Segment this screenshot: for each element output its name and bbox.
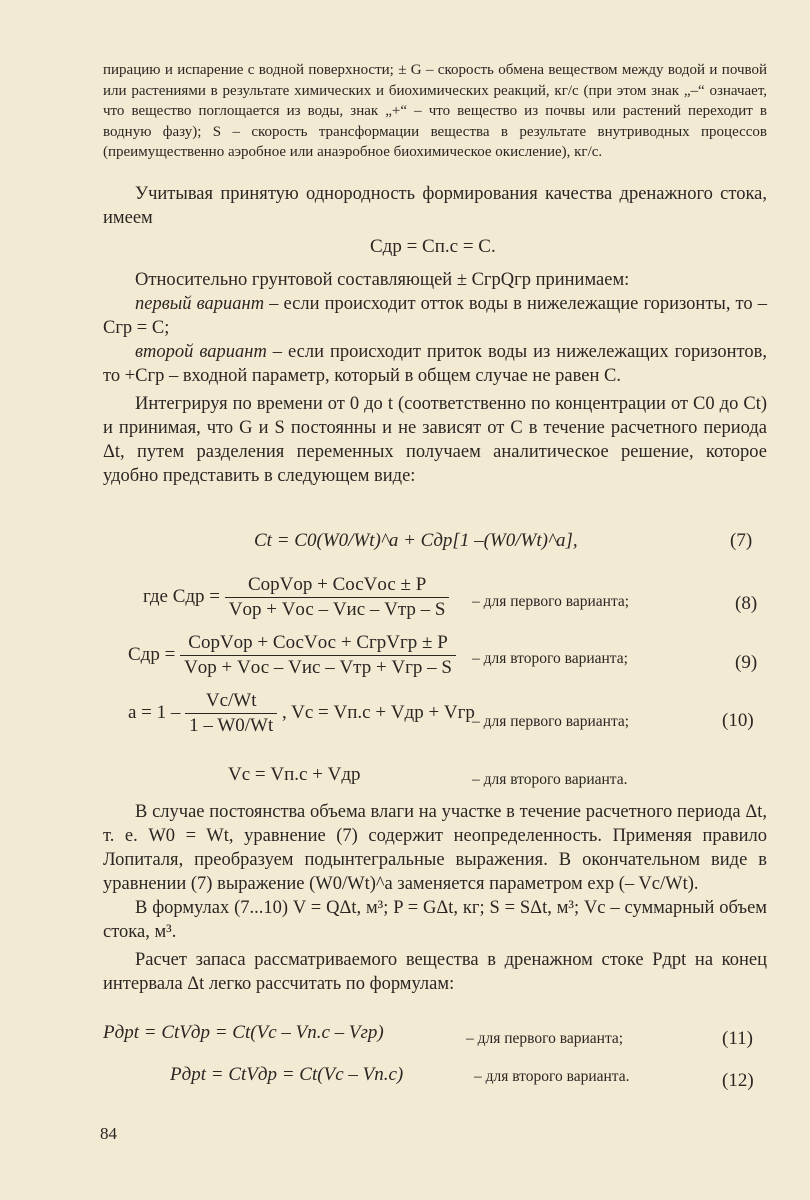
equation-10-fraction: [185, 690, 277, 737]
equation-7: Ct = C0(W0/Wt)^a + Cдр[1 –(W0/Wt)^a],: [254, 530, 578, 551]
paragraph-6: Расчет запаса рассматриваемого вещества в дренажном стоке Pдрt на конец интервала Δt легко рассчитать по формулам:: [103, 950, 767, 994]
equation-10-numerator: Vс/Wt: [185, 690, 277, 714]
variant-1: [103, 292, 767, 340]
paragraph-2: Относительно грунтовой составляющей ± CгрQгр принимаем:: [135, 270, 630, 290]
page-number: 84: [100, 1124, 117, 1143]
equation-10b-note: – для второго варианта.: [472, 771, 628, 788]
paragraph-5: В формулах (7...10) V = QΔt, м³; P = GΔt, кг; S = SΔt, м³; Vс – суммарный объем стока, м³.: [103, 898, 767, 942]
equation-11-number: (11): [722, 1028, 753, 1049]
text-block-3: [103, 800, 767, 996]
equation-basic: Cдр = Cп.с = C.: [370, 236, 496, 257]
equation-9-prefix: Cдр =: [128, 643, 176, 665]
equation-7-number: (7): [730, 530, 753, 551]
equation-10-denominator: 1 – W0/Wt: [189, 715, 274, 736]
text-block-1: [103, 182, 767, 230]
equation-8-prefix: где Cдр =: [143, 585, 221, 607]
equation-9-note: – для второго варианта;: [472, 650, 628, 667]
variant-2: [103, 340, 767, 388]
equation-11: Pдрt = CtVдр = Ct(Vс – Vп.с – Vгр): [103, 1022, 384, 1043]
equation-10-note: – для первого варианта;: [472, 713, 630, 730]
equation-9-number: (9): [735, 652, 758, 673]
variant-2-label: второй вариант: [135, 342, 267, 362]
variant-1-text: – если происходит отток воды в нижележащие горизонты, то –Cгр = C;: [103, 294, 767, 338]
equation-12-number: (12): [722, 1070, 754, 1091]
top-paragraph: пирацию и испарение с водной поверхности; ± G – скорость обмена веществом между водой и почвой или растениями в результате химических и биохимических реакций, кг/с (при этом знак „–“ означает, что вещество поглощается из воды, знак „+“ – что вещество из почвы или растений переходит в водную фазу); S – скорость трансформации вещества в результате внутриводных процессов (преимущественно аэробное или анаэробное биохимическое окисление), кг/с.: [103, 62, 767, 160]
equation-8-fraction: [225, 574, 450, 621]
equation-12-note: – для второго варианта.: [474, 1068, 630, 1085]
equation-8-number: (8): [735, 593, 758, 614]
variant-2-text: – если происходит приток воды из нижележащих горизонтов, то +Cгр – входной параметр, который в общем случае не равен C.: [103, 342, 767, 386]
paragraph-1: Учитывая принятую однородность формирования качества дренажного стока, имеем: [103, 184, 767, 228]
paragraph-3: Интегрируя по времени от 0 до t (соответственно по концентрации от C0 до Ct) и принимая, что G и S постоянны и не зависят от C в течение расчетного периода Δt, путем разделения переменных получаем аналитическое решение, которое удобно представить в следующем виде:: [103, 394, 767, 486]
equation-10-number: (10): [722, 710, 754, 731]
equation-11-note: – для первого варианта;: [466, 1030, 624, 1047]
equation-10: [128, 690, 475, 737]
equation-12: Pдрt = CtVдр = Ct(Vс – Vп.с): [170, 1064, 404, 1085]
equation-8-note: – для первого варианта;: [472, 593, 630, 610]
equation-9-denominator: Vор + Vос – Vис – Vтр + Vгр – S: [184, 657, 453, 678]
equation-8: [143, 574, 449, 621]
paragraph-4: В случае постоянства объема влаги на участке в течение расчетного периода Δt, т. е. W0 = Wt, уравнение (7) содержит неопределенность. Применяя правило Лопиталя, преобразуем подынтегральные выражения. В окончательном виде в уравнении (7) выражение (W0/Wt)^a заменяется параметром exp (– Vс/Wt).: [103, 802, 767, 894]
equation-9-fraction: [180, 632, 456, 679]
equation-10b: Vс = Vп.с + Vдр: [228, 764, 361, 785]
equation-9: [128, 632, 456, 679]
equation-8-numerator: CорVор + CосVос ± P: [225, 574, 450, 598]
variant-1-label: первый вариант: [135, 294, 265, 314]
equation-8-denominator: Vор + Vос – Vис – Vтр – S: [228, 599, 446, 620]
equation-10-prefix: a = 1 –: [128, 701, 181, 723]
text-block-2: [103, 268, 767, 488]
equation-10-suffix: , Vс = Vп.с + Vдр + Vгр: [282, 701, 475, 723]
equation-9-numerator: CорVор + CосVос + CгрVгр ± P: [180, 632, 456, 656]
